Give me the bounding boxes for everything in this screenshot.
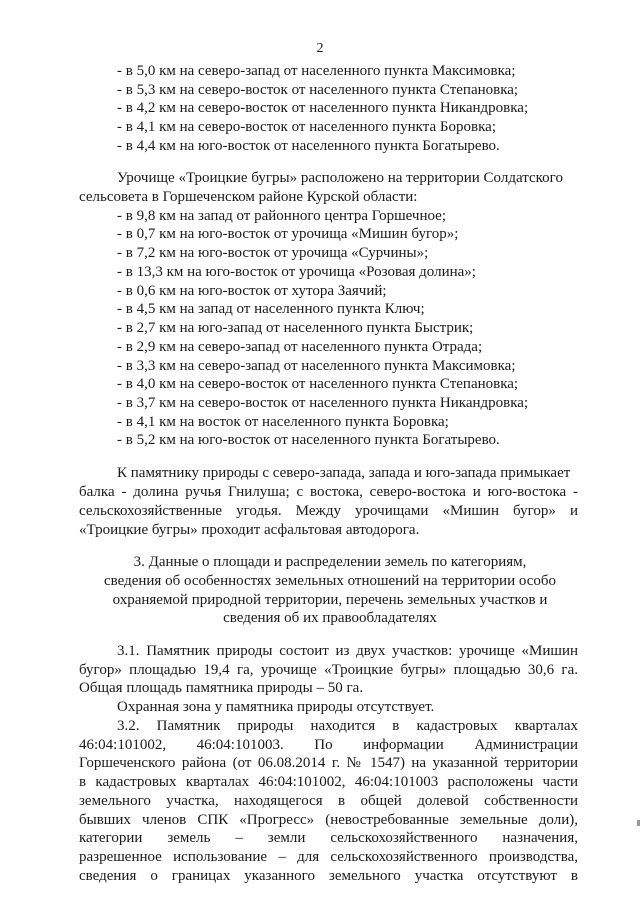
- paragraph-line: бывших членов СПК «Прогресс» (невостребованные земельные доли),: [79, 812, 578, 828]
- paragraph-line: Горшеченского района (от 06.08.2014 г. № 1547) на указанной территории: [79, 755, 578, 771]
- paragraph-line: 3.2. Памятник природы находится в кадастровых кварталах: [117, 718, 578, 734]
- paragraph-line: в кадастровых кварталах 46:04:101002, 46:04:101003 расположены части: [79, 774, 578, 790]
- tract-intro-line: Урочище «Троицкие бугры» расположено на территории Солдатского: [117, 170, 563, 186]
- list-item: - в 4,1 км на восток от населенного пункта Боровка;: [117, 414, 449, 430]
- paragraph-line: «Троицкие бугры» проходит асфальтовая автодорога.: [79, 522, 420, 538]
- list-item: - в 2,9 км на северо-запад от населенного пункта Отрада;: [117, 339, 483, 355]
- paragraph-line: Общая площадь памятника природы – 50 га.: [79, 680, 364, 696]
- list-item: - в 4,1 км на северо-восток от населенного пункта Боровка;: [117, 119, 496, 135]
- list-item: - в 4,0 км на северо-восток от населенного пункта Степановка;: [117, 376, 519, 392]
- paragraph-line: 3.1. Памятник природы состоит из двух участков: урочище «Мишин: [117, 643, 578, 659]
- page-number: 2: [316, 41, 324, 56]
- paragraph-line: К памятнику природы с северо-запада, запада и юго-запада примыкает: [117, 465, 571, 481]
- paragraph-line: разрешенное использование – для сельскохозяйственного производства,: [79, 849, 578, 865]
- list-item: - в 13,3 км на юго-восток от урочища «Розовая долина»;: [117, 264, 476, 280]
- section-heading-line: 3. Данные о площади и распределении земель по категориям,: [133, 554, 527, 570]
- list-item: - в 5,3 км на северо-восток от населенного пункта Степановка;: [117, 82, 519, 98]
- list-item: - в 2,7 км на юго-запад от населенного пункта Быстрик;: [117, 320, 474, 336]
- paragraph-line: сельскохозяйственные угодья. Между урочищами «Мишин бугор» и: [79, 503, 578, 519]
- paragraph-line: бугор» площадью 19,4 га, урочище «Троицкие бугры» площадью 30,6 га.: [79, 662, 578, 678]
- section-heading-line: сведения об особенностях земельных отношений на территории особо: [103, 573, 557, 589]
- list-item: - в 4,5 км на запад от населенного пункта Ключ;: [117, 301, 425, 317]
- list-item: - в 7,2 км на юго-восток от урочища «Сурчины»;: [117, 245, 429, 261]
- list-item: - в 3,3 км на северо-запад от населенного пункта Максимовка;: [117, 358, 516, 374]
- paragraph-line: сведения о границах указанного земельного участка отсутствуют в: [79, 868, 578, 884]
- list-item: - в 5,0 км на северо-запад от населенного пункта Максимовка;: [117, 63, 516, 79]
- tract-intro-line: сельсовета в Горшеченском районе Курской области:: [79, 189, 418, 205]
- list-item: - в 9,8 км на запад от районного центра Горшечное;: [117, 208, 446, 224]
- paragraph-line: земельного участка, находящегося в общей долевой собственности: [79, 793, 578, 809]
- list-item: - в 5,2 км на юго-восток от населенного пункта Богатырево.: [117, 432, 500, 448]
- paragraph-line: балка - долина ручья Гнилуша; с востока, северо-востока и юго-востока -: [79, 484, 578, 500]
- list-item: - в 4,2 км на северо-восток от населенного пункта Никандровка;: [117, 100, 529, 116]
- list-item: - в 3,7 км на северо-восток от населенного пункта Никандровка;: [117, 395, 529, 411]
- list-item: - в 0,7 км на юго-восток от урочища «Мишин бугор»;: [117, 226, 459, 242]
- list-item: - в 4,4 км на юго-восток от населенного пункта Богатырево.: [117, 138, 500, 154]
- paragraph-line: категории земель – земли сельскохозяйственного назначения,: [79, 830, 578, 846]
- paragraph-line: 46:04:101002, 46:04:101003. По информации Администрации: [79, 737, 578, 753]
- protection-zone-line: Охранная зона у памятника природы отсутствует.: [117, 699, 435, 715]
- section-heading-line: сведения об их правообладателях: [223, 610, 437, 626]
- section-heading-line: охраняемой природной территории, перечень земельных участков и: [112, 592, 548, 608]
- list-item: - в 0,6 км на юго-восток от хутора Заячий;: [117, 283, 387, 299]
